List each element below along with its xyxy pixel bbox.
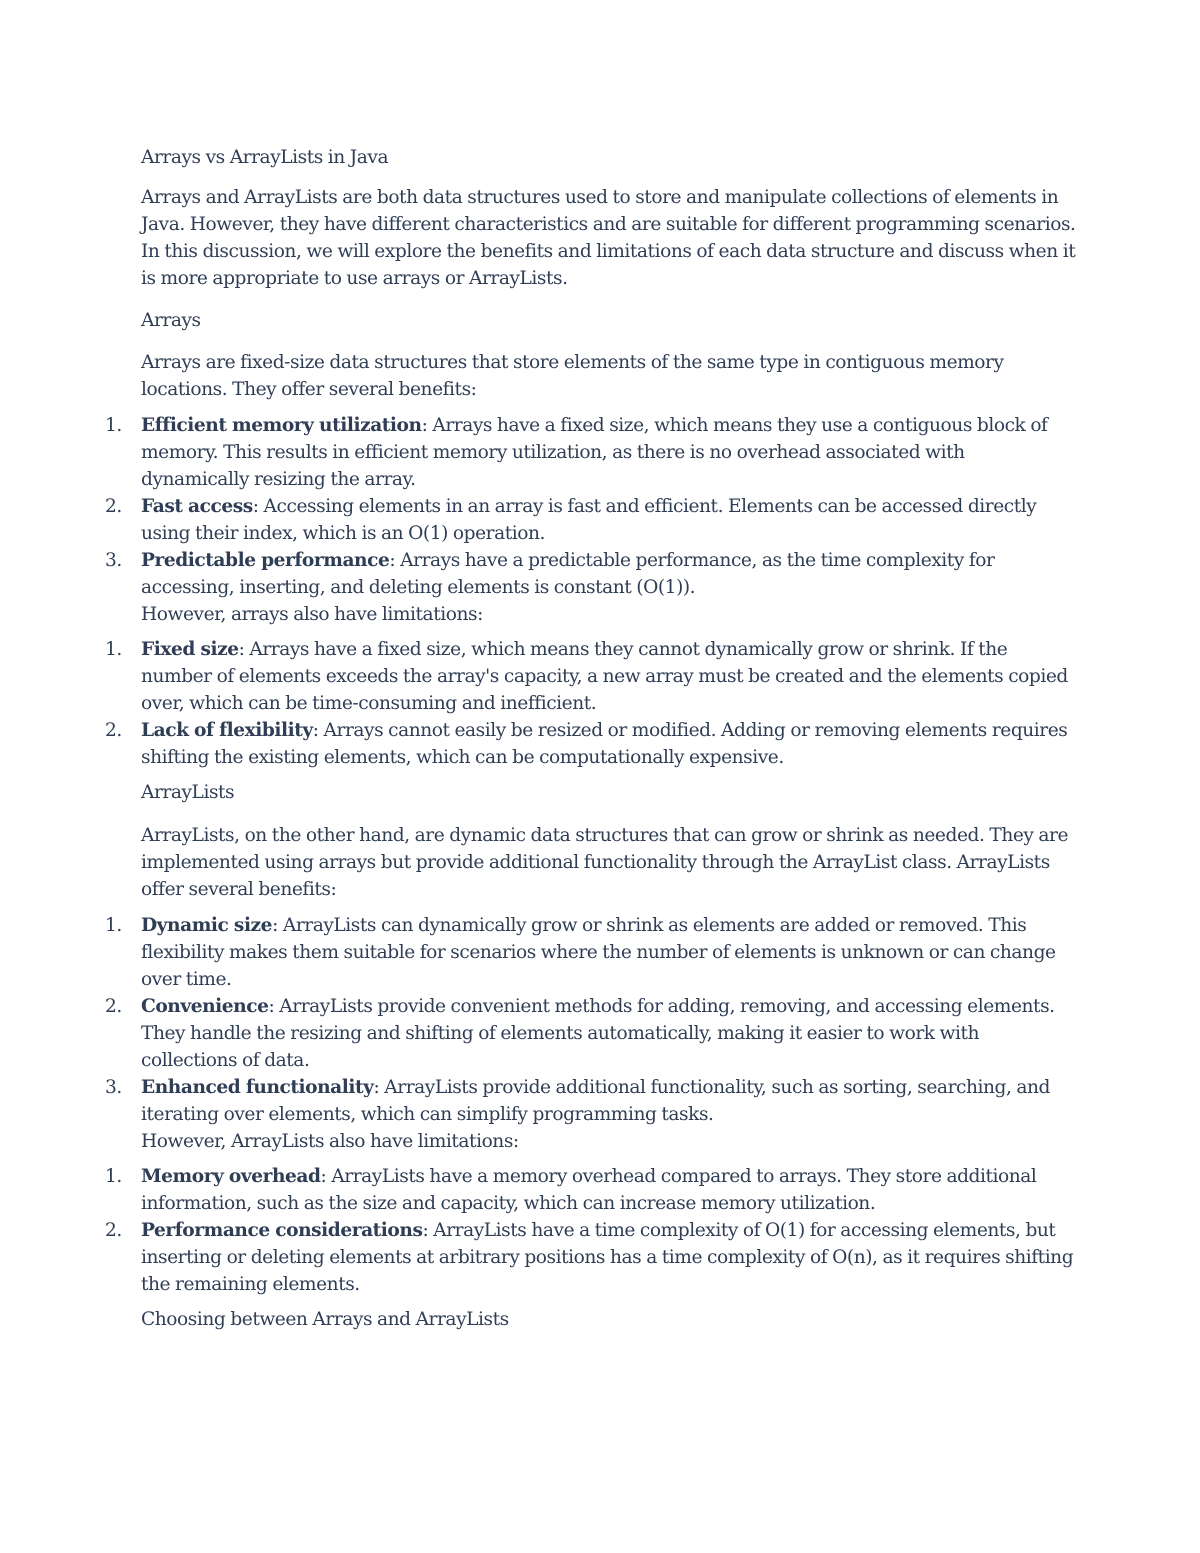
arrays-limitations-intro: However, arrays also have limitations:: [141, 604, 483, 625]
arraylists-benefits-list: [105, 912, 1076, 1128]
list-number: 3.: [105, 550, 122, 571]
list-item: [105, 1217, 1076, 1298]
document-title: Arrays vs ArrayLists in Java: [141, 147, 389, 168]
list-text: : Arrays have a predictable performance, as the time complexity for accessing, inserting, and deleting elements is constant (O(1)).: [141, 550, 995, 598]
list-term: Enhanced functionality: [141, 1077, 374, 1098]
list-text: : Arrays cannot easily be resized or modified. Adding or removing elements requires shifting the existing elements, which can be computationally expensive.: [141, 720, 1068, 768]
list-number: 3.: [105, 1077, 122, 1098]
section-heading-arraylists: ArrayLists: [141, 782, 235, 803]
list-item: [105, 993, 1076, 1074]
list-item: [105, 1074, 1076, 1128]
arraylists-intro-paragraph: ArrayLists, on the other hand, are dynamic data structures that can grow or shrink as needed. They are implemented using arrays but provide additional functionality through the ArrayList class. ArrayLists offer several benefits:: [141, 825, 1069, 900]
section-heading-choosing: Choosing between Arrays and ArrayLists: [141, 1309, 509, 1330]
list-term: Dynamic size: [141, 915, 273, 936]
list-item: [105, 912, 1076, 993]
arraylists-limitations-list: [105, 1163, 1076, 1298]
list-number: 1.: [105, 1166, 122, 1187]
list-term: Lack of flexibility: [141, 720, 313, 741]
document-body: [105, 144, 1076, 1349]
list-term: Fixed size: [141, 639, 239, 660]
list-text: : ArrayLists provide convenient methods for adding, removing, and accessing elements. They handle the resizing and shifting of elements automatically, making it easier to work with collections of data.: [141, 996, 1055, 1071]
list-number: 2.: [105, 996, 122, 1017]
list-number: 1.: [105, 639, 122, 660]
list-term: Efficient memory utilization: [141, 415, 422, 436]
list-term: Fast access: [141, 496, 253, 517]
list-number: 2.: [105, 1220, 122, 1241]
list-number: 2.: [105, 496, 122, 517]
list-term: Performance considerations: [141, 1220, 423, 1241]
list-text: : Accessing elements in an array is fast and efficient. Elements can be accessed directly using their index, which is an O(1) operation.: [141, 496, 1037, 544]
list-text: : Arrays have a fixed size, which means they use a contiguous block of memory. This results in efficient memory utilization, as there is no overhead associated with dynamically resizing the array.: [141, 415, 1048, 490]
list-text: : Arrays have a fixed size, which means they cannot dynamically grow or shrink. If the number of elements exceeds the array's capacity, a new array must be created and the elements copied over, which can be time-consuming and inefficient.: [141, 639, 1068, 714]
list-item: [105, 547, 1076, 601]
list-item: [105, 1163, 1076, 1217]
arrays-limitations-list: [105, 636, 1076, 771]
list-number: 2.: [105, 720, 122, 741]
section-heading-arrays: Arrays: [141, 310, 201, 331]
list-text: : ArrayLists provide additional functionality, such as sorting, searching, and iterating over elements, which can simplify programming tasks.: [141, 1077, 1051, 1125]
arrays-intro-paragraph: Arrays are fixed-size data structures that store elements of the same type in contiguous memory locations. They offer several benefits:: [141, 352, 1004, 400]
list-item: [105, 412, 1076, 493]
list-item: [105, 717, 1076, 771]
list-item: [105, 636, 1076, 717]
list-number: 1.: [105, 915, 122, 936]
list-term: Predictable performance: [141, 550, 390, 571]
list-text: : ArrayLists can dynamically grow or shrink as elements are added or removed. This flexibility makes them suitable for scenarios where the number of elements is unknown or can change over time.: [141, 915, 1056, 990]
intro-paragraph: Arrays and ArrayLists are both data structures used to store and manipulate collections of elements in Java. However, they have different characteristics and are suitable for different programming scenarios. In this discussion, we will explore the benefits and limitations of each data structure and discuss when it is more appropriate to use arrays or ArrayLists.: [141, 187, 1076, 289]
list-term: Memory overhead: [141, 1166, 321, 1187]
list-number: 1.: [105, 415, 122, 436]
arraylists-limitations-intro: However, ArrayLists also have limitations:: [141, 1131, 519, 1152]
arrays-benefits-list: [105, 412, 1076, 601]
list-text: : ArrayLists have a memory overhead compared to arrays. They store additional information, such as the size and capacity, which can increase memory utilization.: [141, 1166, 1037, 1214]
list-term: Convenience: [141, 996, 269, 1017]
list-text: : ArrayLists have a time complexity of O(1) for accessing elements, but inserting or deleting elements at arbitrary positions has a time complexity of O(n), as it requires shifting the remaining elements.: [141, 1220, 1074, 1295]
list-item: [105, 493, 1076, 547]
